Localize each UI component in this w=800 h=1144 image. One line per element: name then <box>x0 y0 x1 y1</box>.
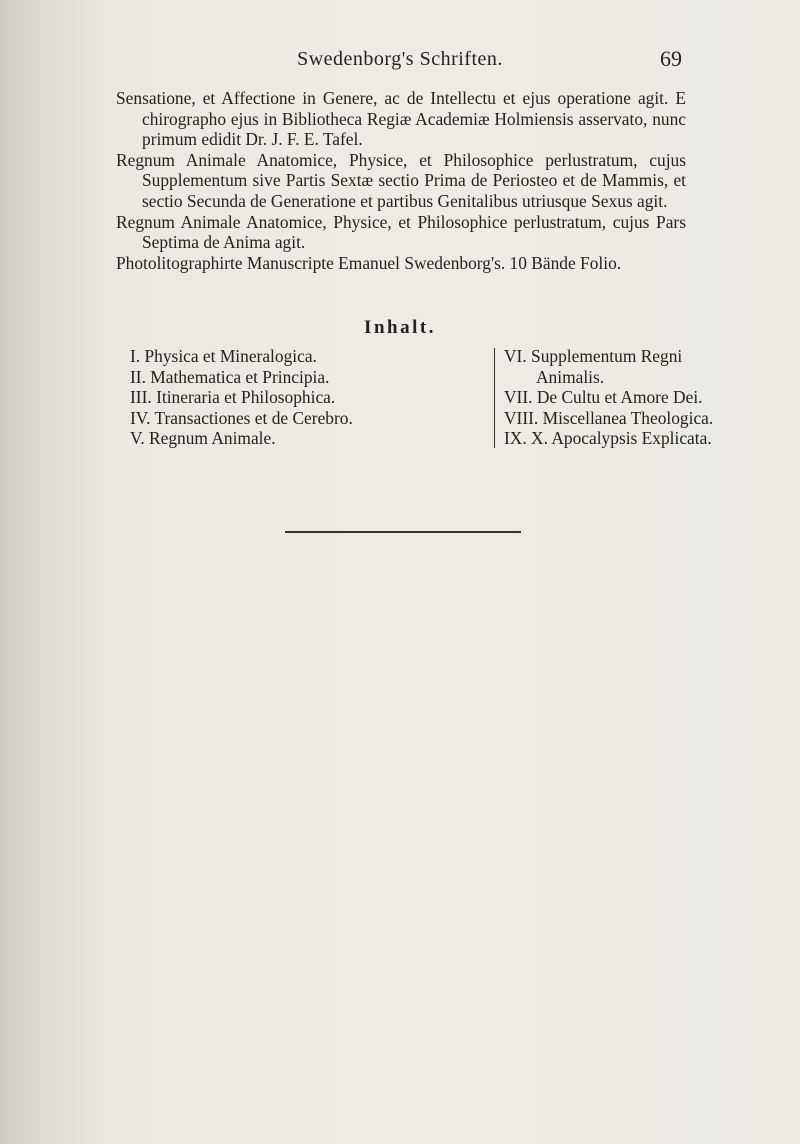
contents-item: VIII. Miscellanea Theologica. <box>504 407 714 428</box>
contents-item: III. Itineraria et Philosophica. <box>130 387 336 408</box>
contents-item: V. Regnum Animale. <box>130 428 276 449</box>
running-head <box>0 46 800 76</box>
contents-item: VII. De Cultu et Amore Dei. <box>504 387 703 408</box>
contents-left-column <box>130 346 360 449</box>
bibliography-entries <box>116 88 686 273</box>
contents-item: IV. Transactiones et de Cerebro. <box>130 407 353 428</box>
contents-item: I. Physica et Mineralogica. <box>130 346 317 366</box>
bibliography-entry: Regnum Animale Anatomice, Physice, et Philosophice perlustratum, cujus Pars Septima de Anima agit. <box>116 211 686 253</box>
bibliography-entry: Photolitographirte Manuscripte Emanuel Swedenborg's. 10 Bände Folio. <box>116 252 622 273</box>
contents-list <box>130 346 714 466</box>
contents-heading: Inhalt. <box>364 317 436 338</box>
bibliography-entry: Regnum Animale Anatomice, Physice, et Philosophice perlustratum, cujus Supplementum sive Partis Sextæ sectio Prima de Periosteo et de Mammis, et sectio Secunda de Generatione et partibus Genitalibus utriusque Sexus agit. <box>116 149 686 211</box>
contents-item: VI. Supplementum Regni Animalis. <box>504 346 683 387</box>
contents-item: II. Mathematica et Principia. <box>130 366 330 387</box>
contents-item: IX. X. Apocalypsis Explicata. <box>504 428 712 449</box>
bibliography-entry: Sensatione, et Affectione in Genere, ac de Intellectu et ejus operatione agit. E chirographo ejus in Bibliotheca Regiæ Academiæ Holmiensis asservato, nunc primum edidit Dr. J. F. E. Tafel. <box>116 88 686 150</box>
section-rule <box>285 531 521 533</box>
page-number: 69 <box>660 46 682 71</box>
running-title: Swedenborg's Schriften. <box>297 48 503 70</box>
contents-right-column <box>504 346 714 449</box>
column-divider <box>494 348 495 448</box>
